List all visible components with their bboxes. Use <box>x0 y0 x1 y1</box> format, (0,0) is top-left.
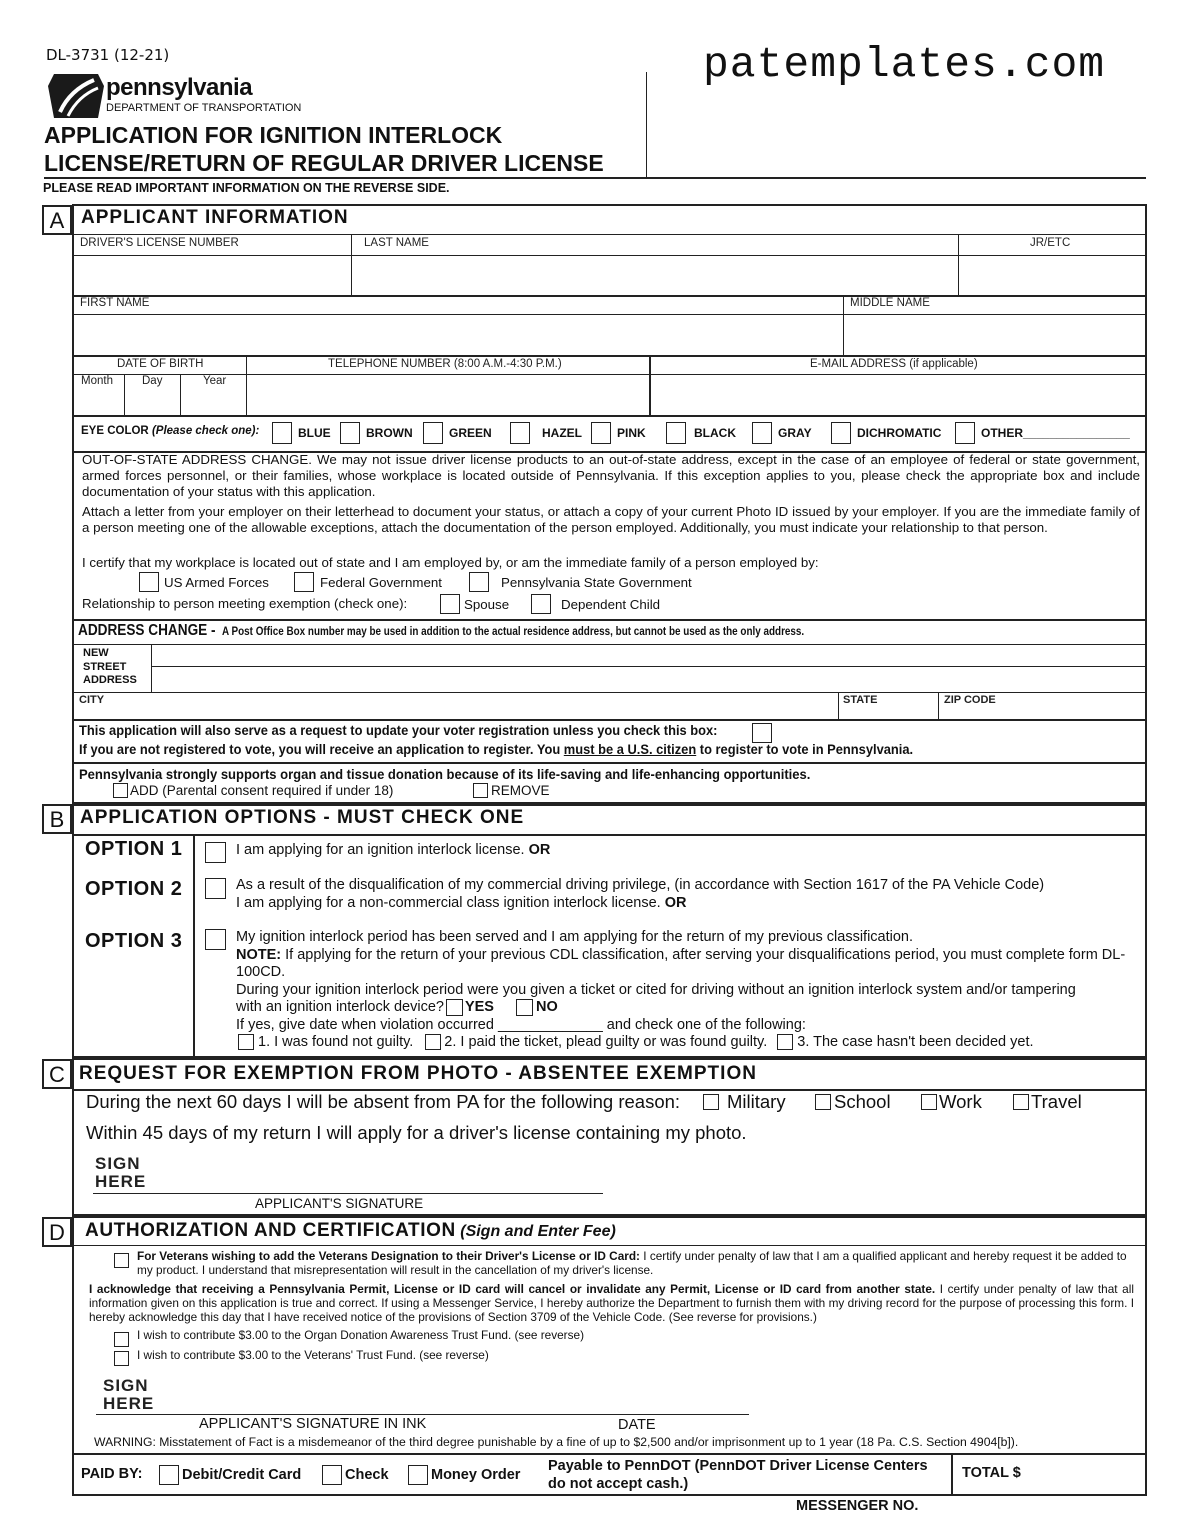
checkbox-icon[interactable] <box>340 422 360 444</box>
eye-color-gray[interactable]: GRAY <box>752 422 812 444</box>
employer-pa-option[interactable]: Pennsylvania State Government <box>469 572 692 592</box>
form-title-line1: APPLICATION FOR IGNITION INTERLOCK <box>44 122 503 148</box>
eye-color-hazel[interactable]: HAZEL <box>510 422 582 444</box>
relationship-spouse-option[interactable]: Spouse <box>440 594 509 614</box>
employer-us-option[interactable]: US Armed Forces <box>139 572 269 592</box>
option-3-label: OPTION 3 <box>85 930 183 952</box>
paid-by-label: PAID BY: <box>81 1466 143 1482</box>
dob-month-label: Month <box>81 375 113 387</box>
veterans-designation-checkbox[interactable] <box>114 1253 129 1268</box>
ink-signature-label: APPLICANT'S SIGNATURE IN INK <box>199 1416 427 1432</box>
logo-name: pennsylvania <box>106 74 253 101</box>
total-label: TOTAL $ <box>962 1465 1021 1481</box>
payable-note: Payable to PennDOT (PennDOT Driver License Centers do not accept cash.) <box>548 1458 928 1492</box>
checkbox-icon[interactable] <box>831 422 851 444</box>
dob-day-field[interactable] <box>126 390 179 414</box>
veterans-designation-text: For Veterans wishing to add the Veterans Designation to their Driver's License or ID Card: I certify under penalty of law that I am a qualified applicant and hereby request it be added to my product. I understand that misrepresentation will result in the cancellation of my driver's license. <box>137 1249 1127 1277</box>
last-name-label: LAST NAME <box>364 237 429 249</box>
watermark: patemplates.com <box>703 40 1106 89</box>
return-photo-line: Within 45 days of my return I will apply for a driver's license containing my photo. <box>86 1122 747 1143</box>
first-name-label: FIRST NAME <box>80 297 150 309</box>
section-c-title: REQUEST FOR EXEMPTION FROM PHOTO - ABSENTEE EXEMPTION <box>79 1063 757 1084</box>
applicant-signature-label: APPLICANT'S SIGNATURE <box>255 1196 424 1211</box>
middle-name-label: MIDDLE NAME <box>850 297 930 309</box>
option-2-checkbox[interactable] <box>205 878 226 899</box>
section-d-title: AUTHORIZATION AND CERTIFICATION (Sign and Enter Fee) <box>85 1220 616 1241</box>
misstatement-warning: WARNING: Misstatement of Fact is a misdemeanor of the third degree punishable by a fine of up to $2,500 and/or imprisonment up to 1 year (18 Pa. C.S. Section 4904[b]). <box>94 1435 1019 1449</box>
option-2-label: OPTION 2 <box>85 878 183 900</box>
checkbox-icon[interactable] <box>469 572 489 592</box>
ticket-no-checkbox[interactable] <box>516 999 533 1016</box>
sign-here-marker-c: SIGN HERE <box>95 1155 146 1191</box>
veterans-fund-checkbox[interactable] <box>114 1351 129 1366</box>
telephone-field[interactable] <box>249 376 647 414</box>
checkbox-icon[interactable] <box>921 1094 937 1110</box>
checkbox-icon[interactable] <box>531 594 551 614</box>
email-label: E-MAIL ADDRESS (if applicable) <box>810 358 978 370</box>
violation-outcomes: 1. I was found not guilty. 2. I paid the ticket, plead guilty or was found guilty. 3. The case hasn't been decided yet. <box>238 1034 1034 1050</box>
option-1-label: OPTION 1 <box>85 838 183 860</box>
option-3-text: My ignition interlock period has been served and I am applying for the return of my previous classification. NOTE: If applying for the return of your previous CDL classification, after serving your disqualifications period, you must complete form DL-100CD. During your ignition interlock period were you given a ticket or cited for driving without an ignition interlock system and/or tampering with an ignition interlock device? YES NO If yes, give date when violation occurred _____________ and check one of the following: <box>236 929 1126 1033</box>
checkbox-icon[interactable] <box>752 422 772 444</box>
eye-color-label: EYE COLOR (Please check one): <box>81 425 260 437</box>
checkbox-icon[interactable] <box>272 422 292 444</box>
reverse-notice: PLEASE READ IMPORTANT INFORMATION ON THE REVERSE SIDE. <box>43 181 450 195</box>
pay-card-option[interactable]: Debit/Credit Card <box>159 1465 301 1485</box>
email-field[interactable] <box>652 376 1145 414</box>
keystone-icon <box>46 72 106 120</box>
first-name-field[interactable] <box>74 316 841 353</box>
dob-day-label: Day <box>142 375 163 387</box>
zip-field[interactable] <box>1000 694 1145 718</box>
eye-color-brown[interactable]: BROWN <box>340 422 413 444</box>
dl-number-label: DRIVER'S LICENSE NUMBER <box>80 237 239 249</box>
city-field[interactable] <box>110 694 836 718</box>
organ-fund-text: I wish to contribute $3.00 to the Organ Donation Awareness Trust Fund. (see reverse) <box>137 1328 584 1342</box>
date-field[interactable] <box>600 1382 748 1414</box>
logo-subtitle: DEPARTMENT OF TRANSPORTATION <box>106 102 302 114</box>
sign-here-marker-d: SIGN HERE <box>103 1377 154 1413</box>
dob-year-field[interactable] <box>182 390 245 414</box>
dob-month-field[interactable] <box>74 390 123 414</box>
organ-add-option[interactable]: ADD (Parental consent required if under 18) <box>113 783 393 798</box>
voter-line-2: If you are not registered to vote, you will receive an application to register. You must be a U.S. citizen to register to vote in Pennsylvania. <box>79 741 914 757</box>
eye-color-green[interactable]: GREEN <box>423 422 492 444</box>
reason-military-option[interactable]: Military <box>703 1091 786 1113</box>
checkbox-icon[interactable] <box>423 422 443 444</box>
form-title-line2: LICENSE/RETURN OF REGULAR DRIVER LICENSE <box>44 150 604 176</box>
form-number: DL-3731 (12-21) <box>46 46 170 64</box>
relationship-label: Relationship to person meeting exemption (check one): <box>82 596 408 611</box>
checkbox-icon[interactable] <box>408 1465 428 1485</box>
applicant-signature-field[interactable] <box>160 1160 602 1192</box>
dob-year-label: Year <box>203 375 227 387</box>
section-a-title: APPLICANT INFORMATION <box>81 207 349 228</box>
zip-label: ZIP CODE <box>944 694 996 706</box>
reason-school-option[interactable]: School <box>815 1091 891 1113</box>
checkbox-icon[interactable] <box>139 572 159 592</box>
messenger-number-label: MESSENGER NO. <box>796 1498 919 1514</box>
checkbox-icon[interactable] <box>815 1094 831 1110</box>
organ-donation-line: Pennsylvania strongly supports organ and tissue donation because of its life-saving and life-enhancing opportunities. <box>79 766 811 782</box>
checkbox-icon[interactable] <box>955 422 975 444</box>
oos-certify: I certify that my workplace is located out of state and I am employed by, or am the immediate family of a person employed by: <box>82 555 819 570</box>
last-name-field[interactable] <box>354 257 956 294</box>
organ-remove-option[interactable]: REMOVE <box>473 783 550 798</box>
organ-fund-checkbox[interactable] <box>114 1332 129 1347</box>
oos-paragraph-1: OUT-OF-STATE ADDRESS CHANGE. We may not issue driver license products to an out-of-state address, except in the case of an employee of federal or state government, armed forces personnel, or their families, whose workplace is located outside of Pennsylvania. If this exception applies to you, please check the appropriate box and include documentation of your status with this application. <box>82 452 1140 499</box>
jr-etc-field[interactable] <box>960 257 1145 294</box>
checkbox-icon[interactable] <box>294 572 314 592</box>
jr-etc-label: JR/ETC <box>1030 237 1071 249</box>
address-change-heading: ADDRESS CHANGE - A Post Office Box number may be used in addition to the actual residence address, but cannot be used as the only address. <box>78 622 805 639</box>
telephone-label: TELEPHONE NUMBER (8:00 A.M.-4:30 P.M.) <box>328 358 562 370</box>
option-3-checkbox[interactable] <box>205 929 226 950</box>
section-a-letter: A <box>42 205 72 235</box>
option-1-checkbox[interactable] <box>205 842 226 863</box>
checkbox-icon[interactable] <box>1013 1094 1029 1110</box>
checkbox-icon[interactable] <box>159 1465 179 1485</box>
relationship-child-option[interactable]: Dependent Child <box>531 594 660 614</box>
reason-work-option[interactable]: Work <box>921 1091 982 1113</box>
voter-optout-checkbox[interactable] <box>752 723 772 743</box>
checkbox-icon[interactable] <box>666 422 686 444</box>
checkbox-icon[interactable] <box>473 783 488 798</box>
date-label: DATE <box>618 1417 656 1433</box>
reason-travel-option[interactable]: Travel <box>1013 1091 1082 1113</box>
acknowledgement-text: I acknowledge that receiving a Pennsylvania Permit, License or ID card will cancel or invalidate any Permit, License or ID card from another state. I certify under penalty of law that all information given on this application is true and correct. If using a Messenger Service, I hereby authorize the Department to furnish them with my driving record for the purpose of processing this form. I hereby acknowledge this day that I have received notice of the provisions of Section 3709 of the Vehicle Code. (See reverse for provisions.) <box>89 1282 1134 1324</box>
checkbox-icon[interactable] <box>440 594 460 614</box>
middle-name-field[interactable] <box>846 316 1145 353</box>
penndot-logo <box>46 72 106 120</box>
option-1-text: I am applying for an ignition interlock license. OR <box>236 842 551 858</box>
new-street-label: NEW STREET ADDRESS <box>83 647 137 686</box>
state-label: STATE <box>843 694 878 706</box>
ink-signature-field[interactable] <box>165 1382 595 1414</box>
eye-color-black[interactable]: BLACK <box>666 422 736 444</box>
street-address-line1[interactable] <box>153 646 1145 665</box>
eye-color-other[interactable]: OTHER________________ <box>955 422 1130 444</box>
section-b-letter: B <box>42 804 72 834</box>
pay-money-order-option[interactable]: Money Order <box>408 1465 520 1485</box>
eye-color-dichromatic[interactable]: DICHROMATIC <box>831 422 941 444</box>
checkbox-icon[interactable] <box>510 422 530 444</box>
checkbox-icon[interactable] <box>703 1094 719 1110</box>
section-c-letter: C <box>42 1059 72 1089</box>
city-label: CITY <box>79 694 105 706</box>
checkbox-icon[interactable] <box>113 783 128 798</box>
outcome-pending-checkbox[interactable] <box>777 1034 793 1050</box>
employer-federal-option[interactable]: Federal Government <box>294 572 442 592</box>
ticket-yes-checkbox[interactable] <box>446 999 463 1016</box>
section-d-letter: D <box>42 1217 72 1247</box>
eye-color-blue[interactable]: BLUE <box>272 422 331 444</box>
voter-line-1: This application will also serve as a request to update your voter registration unless you check this box: <box>79 722 718 738</box>
eye-color-pink[interactable]: PINK <box>591 422 646 444</box>
checkbox-icon[interactable] <box>322 1465 342 1485</box>
pay-check-option[interactable]: Check <box>322 1465 389 1485</box>
checkbox-icon[interactable] <box>591 422 611 444</box>
outcome-not-guilty-checkbox[interactable] <box>238 1034 254 1050</box>
state-field[interactable] <box>880 694 936 718</box>
dl-number-field[interactable] <box>74 257 350 294</box>
oos-paragraph-2: Attach a letter from your employer on their letterhead to document your status, or attach a copy of your current Photo ID issued by your employer. If you are the immediate family of a person meeting one of the allowable exceptions, attach the documentation of the person employed. Additionally, you must indicate your relationship to that person. <box>82 504 1140 535</box>
absent-reason-line: During the next 60 days I will be absent from PA for the following reason: <box>86 1091 681 1112</box>
option-2-text: As a result of the disqualification of my commercial driving privilege, (in accordance with Section 1617 of the PA Vehicle Code) I am applying for a non-commercial class ignition interlock license. OR <box>236 877 1045 911</box>
veterans-fund-text: I wish to contribute $3.00 to the Veterans' Trust Fund. (see reverse) <box>137 1348 489 1362</box>
section-b-title: APPLICATION OPTIONS - MUST CHECK ONE <box>80 807 525 828</box>
total-field[interactable] <box>1035 1458 1143 1492</box>
dob-label: DATE OF BIRTH <box>117 358 204 370</box>
street-address-line2[interactable] <box>153 668 1145 691</box>
outcome-guilty-checkbox[interactable] <box>425 1034 441 1050</box>
